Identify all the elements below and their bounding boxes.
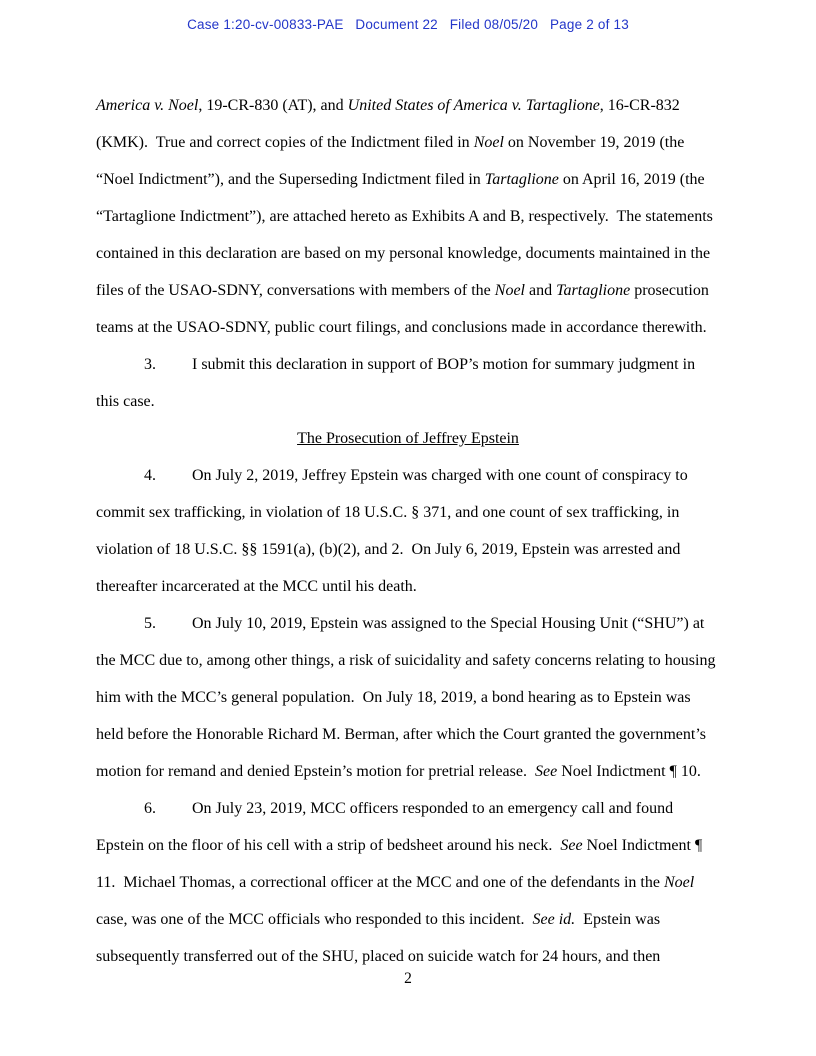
text-segment: The Prosecution of Jeffrey Epstein bbox=[297, 430, 519, 447]
text-segment: Noel bbox=[494, 282, 525, 299]
paragraph bbox=[96, 87, 720, 346]
text-segment: Noel bbox=[663, 874, 695, 891]
text-segment: Noel Indictment ¶ 10. bbox=[557, 763, 701, 780]
text-segment: On July 23, 2019, MCC officers responded to an emergency call and found Epstein on the floor of his cell with a strip of bedsheet around his neck. bbox=[96, 800, 678, 854]
paragraph bbox=[96, 346, 720, 420]
text-segment: , 19-CR-830 (AT), and bbox=[198, 97, 348, 114]
text-segment: I submit this declaration in support of BOP’s motion for summary judgment in this case. bbox=[96, 356, 700, 410]
page-number: 2 bbox=[404, 970, 412, 987]
paragraph-number: 5. bbox=[144, 615, 156, 632]
text-segment: and bbox=[524, 282, 557, 299]
paragraph-number: 3. bbox=[144, 356, 156, 373]
text-segment: on November 19, 2019 (the “Noel Indictment”), and the Superseding Indictment filed in bbox=[96, 134, 689, 188]
text-segment: United States of America v. Tartaglione bbox=[347, 97, 600, 114]
section-heading bbox=[96, 420, 720, 457]
paragraph bbox=[96, 457, 720, 605]
text-segment: See bbox=[534, 763, 558, 780]
text-segment: prosecution teams at the USAO-SDNY, public court filings, and conclusions made in accordance therewith. bbox=[96, 282, 713, 336]
paragraph-number: 6. bbox=[144, 800, 156, 817]
text-segment: , 16-CR-832 (KMK). True and correct copies of the Indictment filed in bbox=[96, 97, 684, 151]
text-segment: See id. bbox=[532, 911, 576, 928]
text-segment: Tartaglione bbox=[556, 282, 631, 299]
case-header: Case 1:20-cv-00833-PAE Document 22 Filed 08/05/20 Page 2 of 13 bbox=[187, 17, 629, 32]
text-segment: On July 2, 2019, Jeffrey Epstein was charged with one count of conspiracy to commit sex trafficking, in violation of 18 U.S.C. § 371, and one count of sex trafficking, in violation of 18 U.S.C. §§ 1591(a), (b)(2), and 2. On July 6, 2019, Epstein was arrested and thereafter incarcerated at the MCC until his death. bbox=[96, 467, 692, 595]
text-segment: Noel bbox=[473, 134, 504, 151]
paragraph bbox=[96, 605, 720, 790]
paragraph bbox=[96, 790, 720, 975]
text-segment: Tartaglione bbox=[484, 171, 559, 188]
text-segment: on April 16, 2019 (the “Tartaglione Indictment”), are attached hereto as Exhibits A and B, respectively. The statements contained in this declaration are based on my personal knowledge, documents maintained in the files of the USAO-SDNY, conversations with members of the bbox=[96, 171, 717, 299]
paragraph-number: 4. bbox=[144, 467, 156, 484]
text-segment: Noel Indictment ¶ 11. Michael Thomas, a correctional officer at the MCC and one of the defendants in the bbox=[96, 837, 707, 891]
document-body bbox=[96, 87, 720, 975]
text-segment: Epstein was subsequently transferred out of the SHU, placed on suicide watch for 24 hours, and then bbox=[96, 911, 665, 965]
text-segment: case, was one of the MCC officials who responded to this incident. bbox=[96, 874, 699, 928]
text-segment: America v. Noel bbox=[96, 97, 199, 114]
text-segment: See bbox=[560, 837, 583, 854]
text-segment: On July 10, 2019, Epstein was assigned to the Special Housing Unit (“SHU”) at the MCC due to, among other things, a risk of suicidality and safety concerns relating to housing him with the MCC’s general population. On July 18, 2019, a bond hearing as to Epstein was held before the Honorable Richard M. Berman, after which the Court granted the government’s motion for remand and denied Epstein’s motion for pretrial release. bbox=[96, 615, 720, 780]
